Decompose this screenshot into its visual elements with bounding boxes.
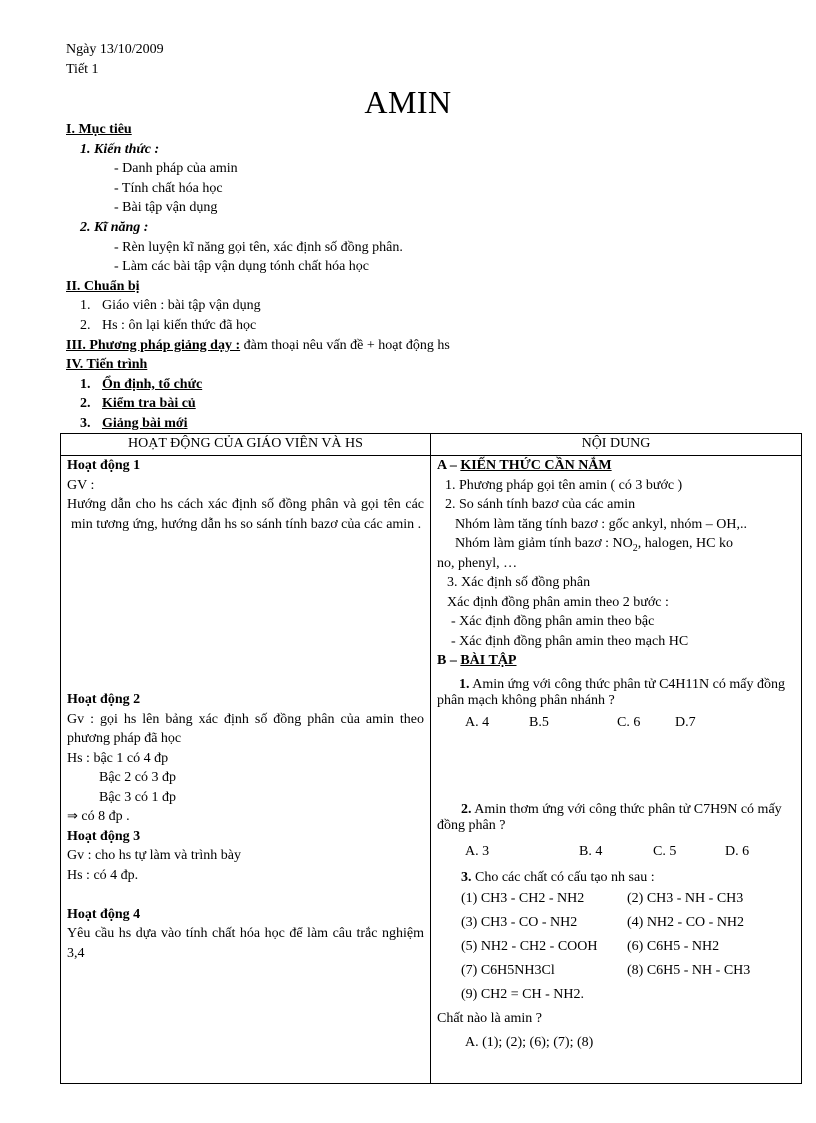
method-text: đàm thoại nêu vấn đề + hoạt động hs <box>240 337 450 353</box>
q1-option: D.7 <box>675 714 696 730</box>
content-a1: 1. Phương pháp gọi tên amin ( có 3 bước ) <box>445 477 683 493</box>
content-a2-decrease: Nhóm làm giảm tính bazơ : $NO_2$, halogen, HC ko <box>455 536 733 554</box>
activity-1-gv: GV : <box>67 477 95 493</box>
question-1: 1. Amin ứng với công thức phân tử C4H11N có mấy đồng phân mạch không phân nhánh ? <box>437 676 785 708</box>
q1-option: B.5 <box>529 714 549 730</box>
activity-2-hs: Hs : bậc 1 có 4 đp <box>67 750 169 766</box>
activity-2-total: ⇒ có 8 đp . <box>67 809 130 824</box>
lesson-outline <box>66 120 786 434</box>
activity-1-title: Hoạt động 1 <box>67 458 141 473</box>
lesson-meta <box>66 40 164 80</box>
activity-2-level2: Bậc 2 có 3 đp <box>99 770 176 785</box>
content-a3-step2: - Xác định đồng phân amin theo mạch HC <box>451 633 689 649</box>
content-a3-intro: Xác định đồng phân amin theo 2 bước : <box>447 594 669 610</box>
q1-option: A. 4 <box>465 714 490 730</box>
structure-item: (5) NH2 - CH2 - COOH <box>461 939 598 954</box>
knowledge-item: - Tính chất hóa học <box>114 180 223 196</box>
header-content: NỘI DUNG <box>431 434 802 456</box>
process-item: 2. Kiểm tra bài củ <box>80 396 196 412</box>
q2-option: B. 4 <box>579 844 603 859</box>
subsection-knowledge: 1. Kiến thức : <box>80 141 160 157</box>
q2-option: C. 5 <box>653 844 677 859</box>
structure-item: (2) CH3 - NH - CH3 <box>627 891 744 906</box>
structure-item: (8) C6H5 - NH - CH3 <box>627 963 751 978</box>
preparation-item: 1. Giáo viên : bài tập vận dụng <box>80 298 261 314</box>
content-a3-step1: - Xác định đồng phân amin theo bậc <box>451 614 655 629</box>
question-3-structures <box>437 887 795 1007</box>
activity-3-title: Hoạt động 3 <box>67 828 141 844</box>
content-cell <box>431 456 802 1084</box>
question-1-options <box>437 713 795 733</box>
section-b-heading: B – BÀI TẬP <box>437 653 517 668</box>
subsection-skills: 2. Kĩ năng : <box>80 219 149 235</box>
activity-1-text: Hướng dẫn cho hs cách xác định số đồng phân và gọi tên các min tương ứng, hướng dẫn hs so sánh tính bazơ của các amin . <box>67 497 424 532</box>
activity-4-title: Hoạt động 4 <box>67 906 141 922</box>
q2-option: D. 6 <box>725 844 750 859</box>
activity-2-title: Hoạt động 2 <box>67 692 141 707</box>
section-a-heading: A – KIẾN THỨC CẦN NẮM <box>437 458 612 473</box>
method-label: III. Phương pháp giảng dạy : <box>66 337 241 353</box>
structure-item: (6) C6H5 - NH2 <box>627 939 720 954</box>
structure-item: (3) CH3 - CO - NH2 <box>461 915 578 930</box>
section-method <box>66 336 786 356</box>
skill-item: - Rèn luyện kĩ năng gọi tên, xác định số đồng phân. <box>114 239 403 255</box>
q1-option: C. 6 <box>617 714 641 730</box>
preparation-item: 2. Hs : ôn lại kiến thức đã học <box>80 317 257 333</box>
activity-4-text: Yêu cầu hs dựa vào tính chất hóa học để làm câu trắc nghiệm 3,4 <box>67 926 424 961</box>
question-3-answer: A. (1); (2); (6); (7); (8) <box>465 1034 594 1050</box>
q2-option: A. 3 <box>465 844 490 859</box>
question-3: 3. Cho các chất có cấu tạo nh sau : <box>461 869 655 885</box>
section-process: IV. Tiến trình <box>66 357 148 373</box>
activity-3-hs: Hs : có 4 đp. <box>67 867 139 883</box>
content-a3: 3. Xác định số đồng phân <box>447 575 591 590</box>
question-2-options <box>437 842 795 862</box>
question-3-prompt: Chất nào là amin ? <box>437 1011 542 1026</box>
header-activities: HOẠT ĐỘNG CỦA GIÁO VIÊN VÀ HS <box>61 434 431 456</box>
implies-arrow-icon: ⇒ <box>67 809 78 824</box>
knowledge-item: - Bài tập vận dụng <box>114 200 218 216</box>
lesson-date: Ngày 13/10/2009 <box>66 42 164 57</box>
content-a2-increase: Nhóm làm tăng tính bazơ : gốc ankyl, nhóm – OH,.. <box>455 516 748 532</box>
content-a2-decrease-cont: no, phenyl, … <box>437 555 518 571</box>
process-item: 1. Ổn định, tổ chức <box>80 376 203 392</box>
structure-item: (1) CH3 - CH2 - NH2 <box>461 891 585 906</box>
activity-3-gv: Gv : cho hs tự làm và trình bày <box>67 848 242 863</box>
structure-item: (4) NH2 - CO - NH2 <box>627 915 745 930</box>
activity-2-text: Gv : gọi hs lên bảng xác định số đồng phân của amin theo phương pháp đã học <box>67 711 424 746</box>
process-item: 3. Giảng bài mới <box>80 415 188 431</box>
structure-item: (9) CH2 = CH - NH2. <box>461 987 584 1002</box>
activity-2-level3: Bậc 3 có 1 đp <box>99 789 176 805</box>
structure-item: (7) C6H5NH3Cl <box>461 963 555 978</box>
section-objectives: I. Mục tiêu <box>66 122 132 137</box>
skill-item: - Làm các bài tập vận dụng tónh chất hóa học <box>114 259 370 275</box>
activities-cell <box>61 456 431 1084</box>
lesson-period: Tiết 1 <box>66 62 99 77</box>
page-title: AMIN <box>364 84 452 120</box>
lesson-table <box>60 433 802 1084</box>
section-preparation: II. Chuẩn bị <box>66 278 140 294</box>
knowledge-item: - Danh pháp của amin <box>114 161 238 177</box>
content-a2: 2. So sánh tính bazơ của các amin <box>445 497 636 512</box>
question-2: 2. Amin thơm ứng với công thức phân tử C7H9N có mấy đồng phân ? <box>437 802 782 833</box>
